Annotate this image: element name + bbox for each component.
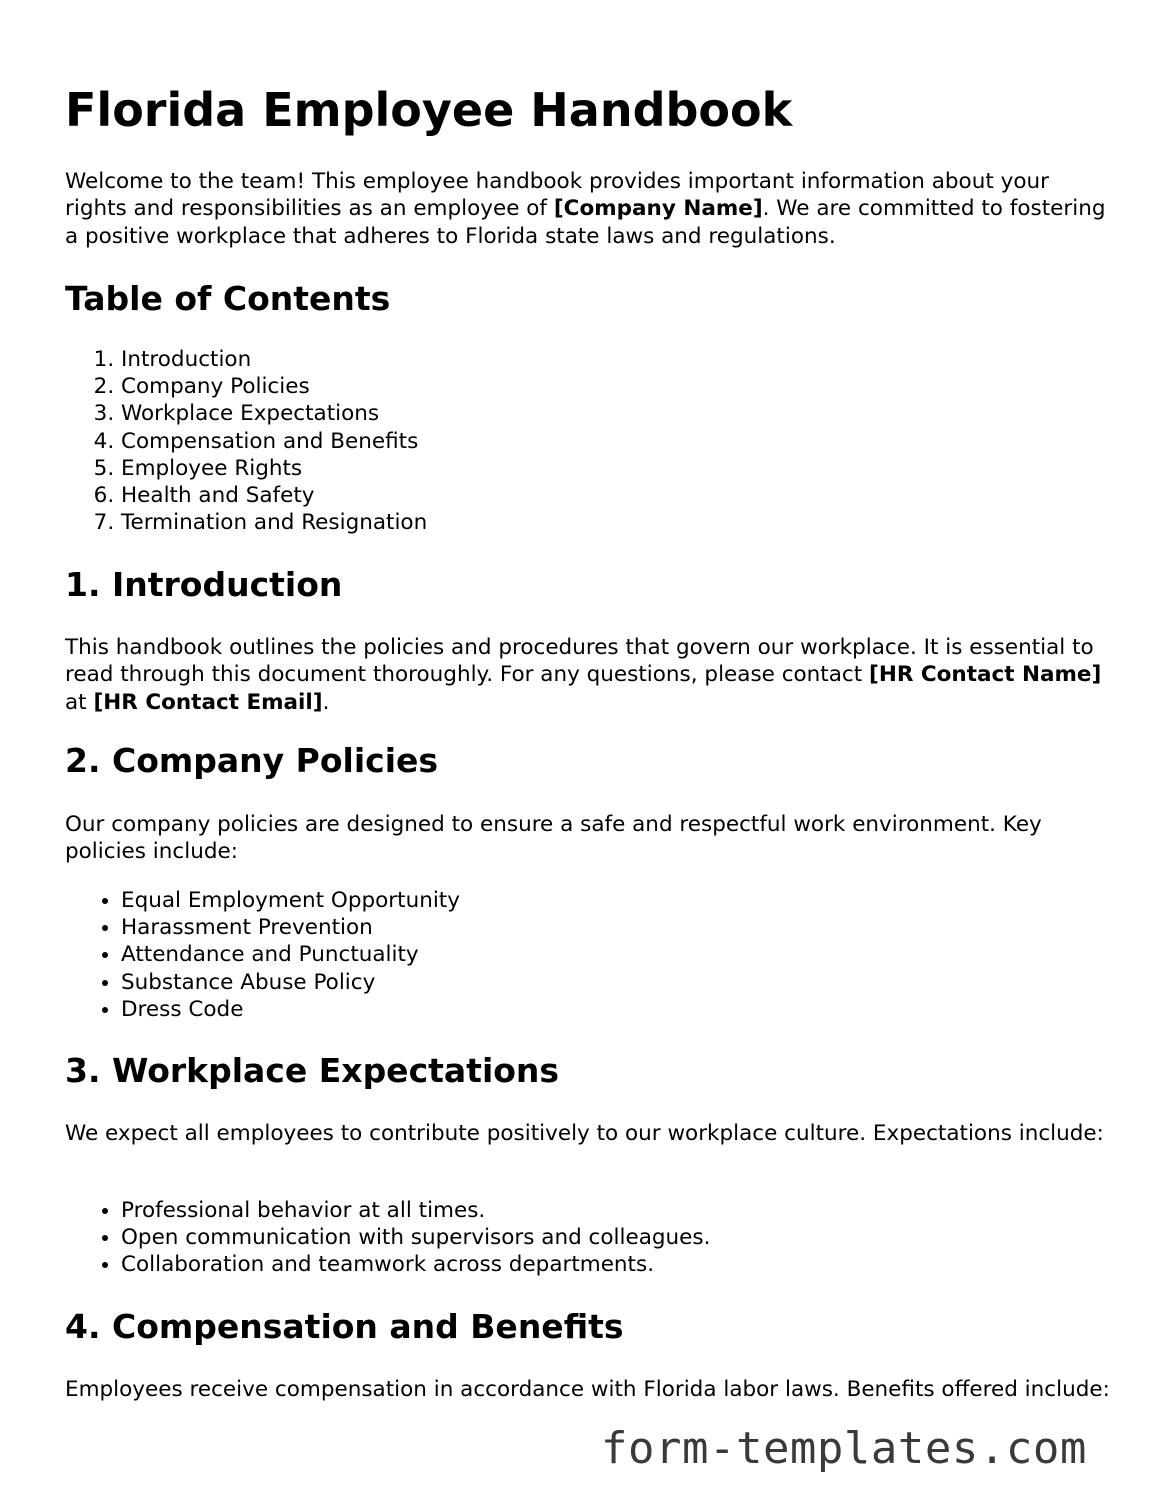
toc-item: 4. Compensation and Benefits <box>121 428 1111 455</box>
section-introduction-text-1: This handbook outlines the policies and procedures that govern our workplace. It is essential to read through this document thoroughly. For any questions, please contact <box>65 635 1094 688</box>
section-workplace-expectations-text: We expect all employees to contribute positively to our workplace culture. Expectations include: <box>65 1121 1104 1146</box>
list-item: • Harassment Prevention <box>121 914 1111 941</box>
list-item: • Substance Abuse Policy <box>121 969 1111 996</box>
section-introduction-text <box>65 634 1115 716</box>
list-item: • Equal Employment Opportunity <box>121 887 1111 914</box>
watermark: form-templates.com <box>601 1423 1087 1474</box>
list-item: • Attendance and Punctuality <box>121 941 1111 968</box>
list-item: • Collaboration and teamwork across departments. <box>121 1251 1111 1278</box>
toc-heading: Table of Contents <box>65 279 391 318</box>
hr-contact-email-placeholder: [HR Contact Email] <box>93 689 323 715</box>
list-item: • Professional behavior at all times. <box>121 1197 1111 1224</box>
intro-text-1: Welcome to the team! This employee handbook provides important information about your rights and responsibilities as an employee of <box>65 169 1049 222</box>
toc-item: 6. Health and Safety <box>121 482 1111 509</box>
toc-list <box>65 346 1111 536</box>
list-item: • Open communication with supervisors and colleagues. <box>121 1224 1111 1251</box>
toc-item: 3. Workplace Expectations <box>121 400 1111 427</box>
section-introduction-text-2: at <box>65 689 94 715</box>
toc-item: 2. Company Policies <box>121 373 1111 400</box>
page-title: Florida Employee Handbook <box>65 83 793 137</box>
toc-item: 1. Introduction <box>121 346 1111 373</box>
intro-text-2: . We are committed to fostering a positive workplace that adheres to Florida state laws and regulations. <box>65 196 1106 249</box>
section-introduction-heading: 1. Introduction <box>65 565 343 604</box>
toc-item: 7. Termination and Resignation <box>121 509 1111 536</box>
section-company-policies-text: Our company policies are designed to ensure a safe and respectful work environment. Key policies include: <box>65 812 1042 865</box>
section-workplace-expectations-heading: 3. Workplace Expectations <box>65 1051 560 1090</box>
hr-contact-name-placeholder: [HR Contact Name] <box>869 662 1102 688</box>
workplace-expectations-list <box>65 1197 1111 1279</box>
intro-paragraph <box>65 168 1115 250</box>
toc-item: 5. Employee Rights <box>121 455 1111 482</box>
list-item: • Dress Code <box>121 996 1111 1023</box>
section-introduction-text-3: . <box>322 689 330 715</box>
section-compensation-text: Employees receive compensation in accordance with Florida labor laws. Benefits offered include: <box>65 1377 1110 1402</box>
company-name-placeholder: [Company Name] <box>553 196 763 222</box>
section-compensation-heading: 4. Compensation and Benefits <box>65 1307 624 1346</box>
company-policies-list <box>65 887 1111 1023</box>
section-company-policies-heading: 2. Company Policies <box>65 741 439 780</box>
